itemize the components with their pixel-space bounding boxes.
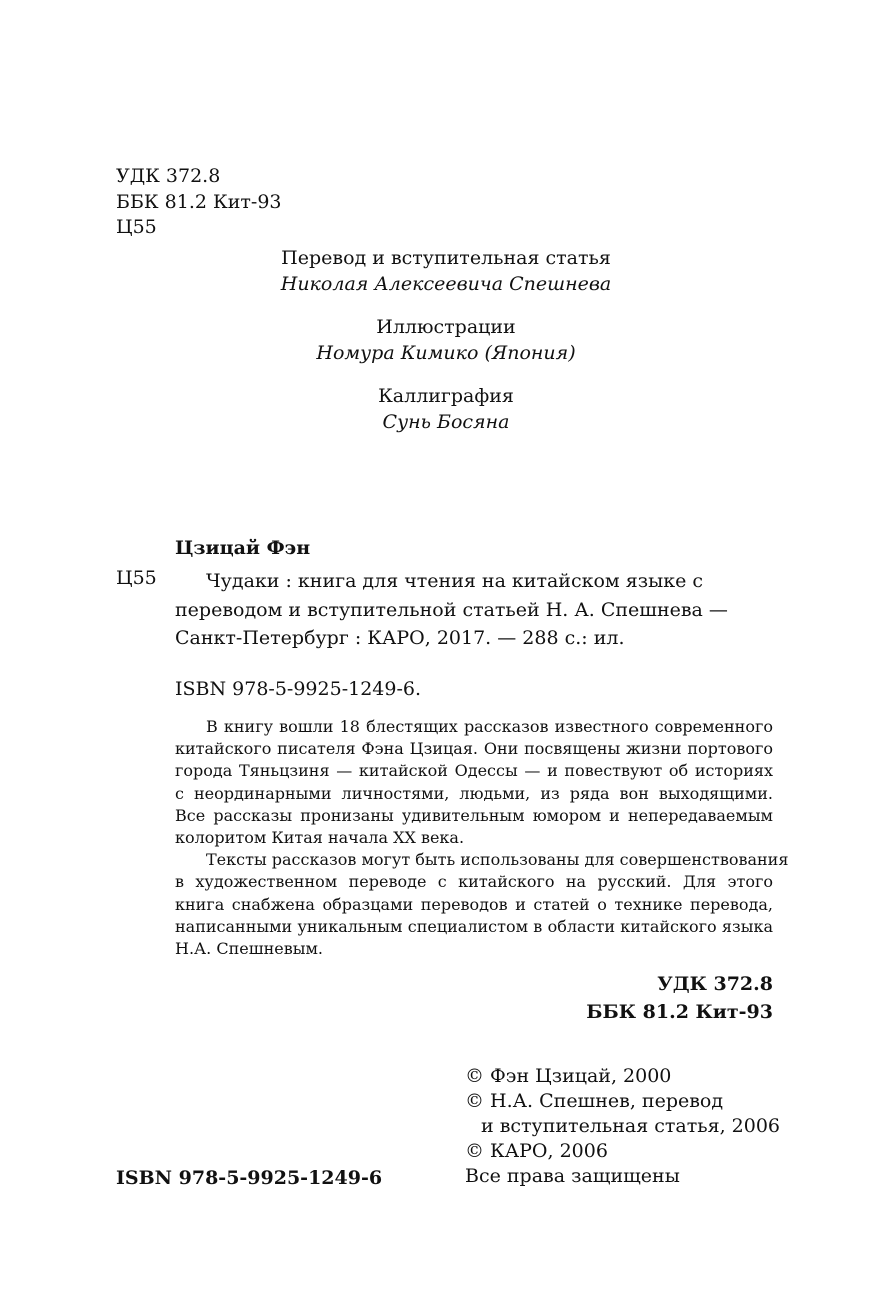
bbk-code: ББК 81.2 Кит-93 bbox=[116, 190, 282, 213]
annotation-line: Н.А. Спешневым. bbox=[175, 939, 323, 959]
book-author: Цзицай Фэн bbox=[175, 537, 311, 559]
copyright-line: и вступительная статья, 2006 bbox=[481, 1115, 780, 1137]
credit-translation bbox=[0, 245, 892, 297]
annotation bbox=[175, 716, 789, 960]
rights-reserved: Все права защищены bbox=[465, 1165, 680, 1187]
annotation-line: с неординарными личностями, людьми, из ряда вон выходящими. bbox=[175, 783, 773, 803]
bibliographic-description bbox=[175, 567, 775, 653]
classification-codes bbox=[586, 970, 773, 1026]
annotation-line: Тексты рассказов могут быть использованы для совершенствования bbox=[206, 850, 789, 870]
annotation-line: В книгу вошли 18 блестящих рассказов известного современного bbox=[206, 717, 773, 736]
udk-code: УДК 372.8 bbox=[116, 165, 221, 187]
copyright-line: © Н.А. Спешнев, перевод bbox=[465, 1090, 724, 1112]
annotation-line: колоритом Китая начала XX века. bbox=[175, 828, 465, 848]
header-codes bbox=[116, 164, 282, 241]
credit-role: Иллюстрации bbox=[376, 316, 516, 338]
bbk-code-bold: ББК 81.2 Кит-93 bbox=[586, 1001, 773, 1023]
description-line: Санкт-Петербург : КАРО, 2017. — 288 с.: ил. bbox=[175, 627, 625, 649]
annotation-line: китайского писателя Фэна Цзицая. Они посвящены жизни портового bbox=[175, 739, 773, 759]
annotation-line: написанными уникальным специалистом в области китайского языка bbox=[175, 916, 773, 936]
annotation-line: в художественном переводе с китайского на русский. Для этого bbox=[175, 872, 773, 892]
credit-illustrations bbox=[0, 314, 892, 366]
copyright-block bbox=[465, 1064, 780, 1189]
isbn-description: ISBN 978-5-9925-1249-6. bbox=[175, 678, 422, 700]
credit-name: Сунь Босяна bbox=[382, 411, 510, 433]
udk-code-bold: УДК 372.8 bbox=[657, 973, 773, 995]
copyright-line: © КАРО, 2006 bbox=[465, 1140, 608, 1162]
isbn-bottom: ISBN 978-5-9925-1249-6 bbox=[116, 1167, 383, 1189]
credit-calligraphy bbox=[0, 383, 892, 435]
copyright-line: © Фэн Цзицай, 2000 bbox=[465, 1065, 672, 1087]
annotation-line: Все рассказы пронизаны удивительным юмором и непередаваемым bbox=[175, 805, 773, 825]
author-mark: Ц55 bbox=[116, 216, 157, 238]
cip-author-mark: Ц55 bbox=[116, 567, 157, 589]
credit-name: Николая Алексеевича Спешнева bbox=[280, 273, 612, 295]
credit-name: Номура Кимико (Япония) bbox=[316, 342, 576, 364]
description-line: Чудаки : книга для чтения на китайском языке с bbox=[206, 570, 704, 592]
annotation-line: города Тяньцзиня — китайской Одессы — и повествуют об историях bbox=[175, 761, 773, 781]
description-line: переводом и вступительной статьей Н. А. Спешнева — bbox=[175, 598, 728, 621]
credit-role: Перевод и вступительная статья bbox=[281, 247, 611, 269]
annotation-line: книга снабжена образцами переводов и статей о технике перевода, bbox=[175, 894, 773, 914]
credit-role: Каллиграфия bbox=[378, 385, 514, 407]
